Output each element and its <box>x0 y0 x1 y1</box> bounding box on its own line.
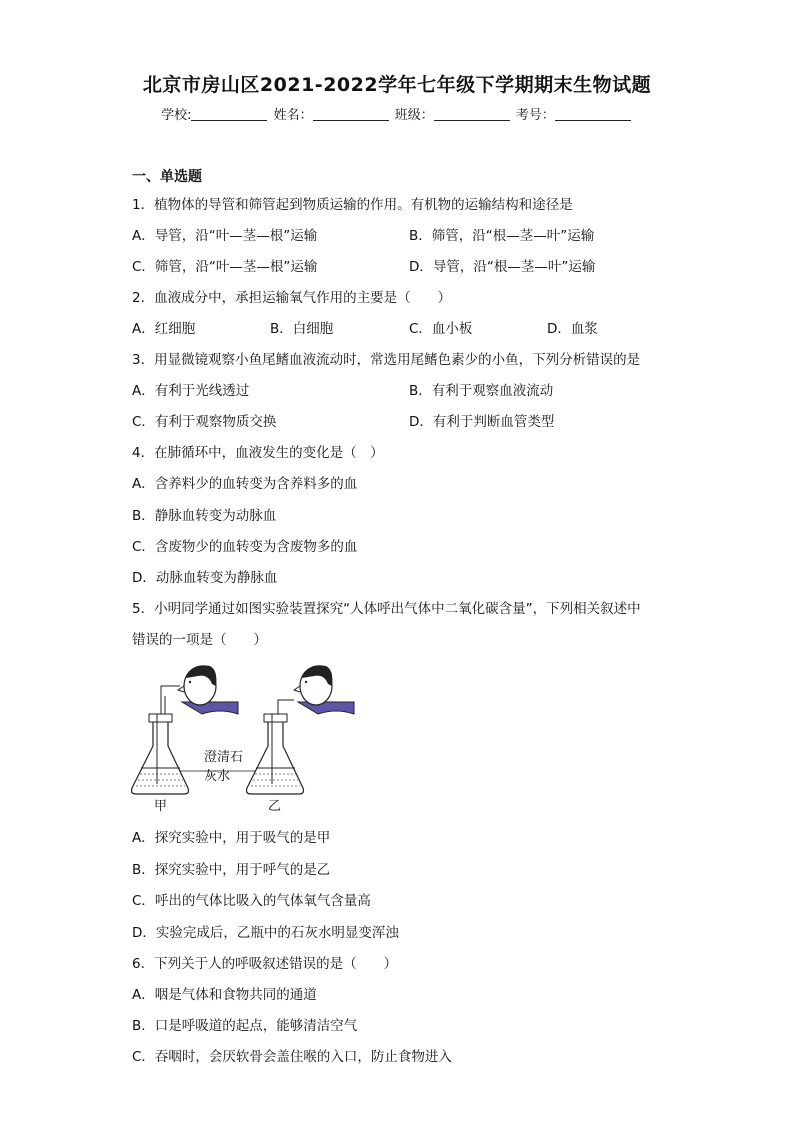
q3-option-d: D．有利于判断血管类型 <box>409 414 555 430</box>
flask-right-label: 乙 <box>268 799 282 814</box>
q6-option-c: C．吞咽时，会厌软骨会盖住喉的入口，防止食物进入 <box>132 1049 452 1065</box>
flask-right-icon <box>247 700 304 794</box>
q2-option-d: D．血浆 <box>547 321 598 337</box>
q4-option-a: A．含养料少的血转变为含养料多的血 <box>132 476 358 492</box>
q5-option-d: D．实验完成后，乙瓶中的石灰水明显变浑浊 <box>132 925 399 941</box>
q4-option-b: B．静脉血转变为动脉血 <box>132 508 277 524</box>
limewater-label-line2: 灰水 <box>204 769 231 784</box>
class-blank[interactable] <box>434 108 510 121</box>
q5-option-c: C．呼出的气体比吸入的气体氧气含量高 <box>132 893 371 909</box>
q6-option-b: B．口是呼吸道的起点，能够清洁空气 <box>132 1018 358 1034</box>
q1-option-b: B．筛管，沿“根—茎—叶”运输 <box>409 228 595 244</box>
q4-option-c: C．含废物少的血转变为含废物多的血 <box>132 539 358 555</box>
q2-stem: 2．血液成分中，承担运输氧气作用的主要是（ ） <box>132 290 452 306</box>
q5-option-b: B．探究实验中，用于呼气的是乙 <box>132 862 331 878</box>
q4-option-d: D．动脉血转变为静脉血 <box>132 570 278 586</box>
page-title: 北京市房山区2021-2022学年七年级下学期期末生物试题 <box>142 74 652 96</box>
limewater-label-line1: 澄清石 <box>204 750 244 765</box>
q3-option-a: A．有利于光线透过 <box>132 383 250 399</box>
q1-option-a: A．导管，沿“叶—茎—根”运输 <box>132 228 318 244</box>
q1-option-d: D．导管，沿“根—茎—叶”运输 <box>409 259 596 275</box>
q1-stem: 1．植物体的导管和筛管起到物质运输的作用。有机物的运输结构和途径是 <box>132 197 573 213</box>
q6-option-a: A．咽是气体和食物共同的通道 <box>132 987 317 1003</box>
q3-stem: 3．用显微镜观察小鱼尾鳍血液流动时，常选用尾鳍色素少的小鱼，下列分析错误的是 <box>132 352 641 368</box>
q3-option-c: C．有利于观察物质交换 <box>132 414 277 430</box>
q5-option-a: A．探究实验中，用于吸气的是甲 <box>132 830 331 846</box>
name-blank[interactable] <box>313 108 389 121</box>
section-title: 一、单选题 <box>132 169 202 185</box>
q2-option-a: A．红细胞 <box>132 321 196 337</box>
experiment-figure <box>128 656 368 816</box>
exam-no-label: 考号： <box>515 108 555 123</box>
exam-no-blank[interactable] <box>555 108 631 121</box>
school-label: 学校: <box>161 108 192 123</box>
flask-left-icon <box>132 686 189 794</box>
class-label: 班级： <box>394 108 434 123</box>
school-blank[interactable] <box>191 108 267 121</box>
person-left-icon <box>178 665 238 714</box>
q5-stem-line1: 5．小明同学通过如图实验装置探究“人体呼出气体中二氧化碳含量”，下列相关叙述中 <box>132 601 641 617</box>
flask-left-label: 甲 <box>154 799 168 814</box>
q5-stem-line2: 错误的一项是（ ） <box>132 632 267 648</box>
q2-option-b: B．白细胞 <box>270 321 334 337</box>
q3-option-b: B．有利于观察血液流动 <box>409 383 554 399</box>
experiment-diagram <box>128 656 368 816</box>
name-label: 姓名： <box>273 108 313 123</box>
student-info-line <box>0 104 794 123</box>
q1-option-c: C．筛管，沿“叶—茎—根”运输 <box>132 259 318 275</box>
q6-stem: 6．下列关于人的呼吸叙述错误的是（ ） <box>132 956 398 972</box>
q2-option-c: C．血小板 <box>409 321 473 337</box>
person-right-icon <box>294 665 354 714</box>
q4-stem: 4．在肺循环中，血液发生的变化是（ ） <box>132 445 384 461</box>
